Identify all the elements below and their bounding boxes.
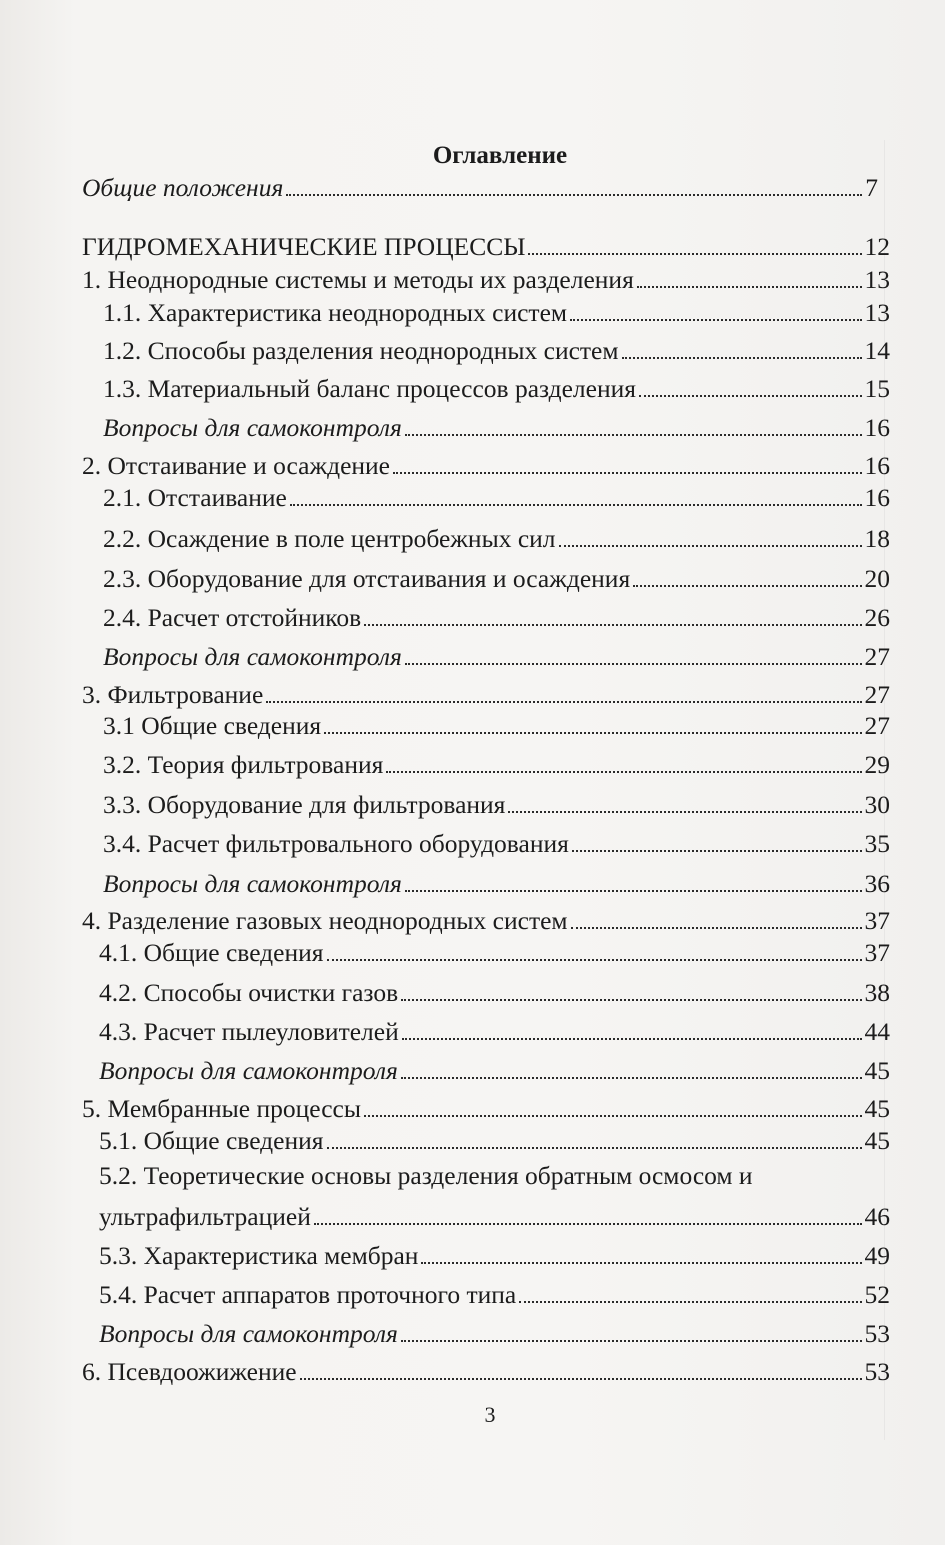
toc-entry-page: 27	[864, 642, 890, 671]
toc-entry-label: 2.2. Осаждение в поле центробежных сил	[103, 524, 556, 553]
leader-dots	[401, 999, 861, 1001]
toc-entry-page: 53	[864, 1357, 890, 1386]
toc-entry-label: ультрафильтрацией	[99, 1202, 311, 1231]
toc-entry-label: Вопросы для самоконтроля	[103, 413, 402, 442]
leader-dots	[364, 1115, 862, 1117]
leader-dots	[290, 504, 862, 506]
toc-entry-page: 37	[864, 906, 890, 935]
leader-dots	[401, 1077, 862, 1079]
toc-entry-page: 36	[864, 869, 890, 898]
toc-entry-page: 15	[864, 374, 890, 403]
toc-entry-page: 20	[864, 564, 890, 593]
toc-entry-chapter-2[interactable]	[82, 445, 890, 481]
toc-entry-page: 26	[864, 603, 890, 632]
toc-entry-label: 1. Неоднородные системы и методы их разделения	[82, 265, 634, 294]
toc-entry-self-check-3[interactable]	[103, 863, 890, 899]
toc-entry-section-3-4[interactable]	[103, 823, 890, 859]
toc-entry-self-check-4[interactable]	[99, 1050, 890, 1086]
toc-entry-label: Общие положения	[82, 173, 284, 202]
toc-entry-label: 4.1. Общие сведения	[99, 938, 324, 967]
toc-entry-chapter-5[interactable]	[82, 1088, 890, 1124]
leader-dots	[519, 1301, 861, 1303]
toc-entry-section-5-4[interactable]	[99, 1274, 890, 1310]
toc-entry-section-3-3[interactable]	[103, 784, 890, 820]
toc-entry-label: 1.1. Характеристика неоднородных систем	[103, 298, 568, 327]
toc-entry-label: 6. Псевдоожижение	[82, 1357, 297, 1386]
toc-entry-section-2-4[interactable]	[103, 597, 890, 633]
toc-entry-page: 29	[864, 750, 890, 779]
toc-entry-page: 53	[864, 1319, 890, 1348]
toc-entry-section-1-1[interactable]	[103, 292, 890, 328]
toc-entry-page: 45	[864, 1126, 890, 1155]
toc-entry-label: 3. Фильтрование	[82, 680, 264, 709]
toc-entry-hydromechanical-processes[interactable]	[82, 226, 890, 262]
leader-dots	[405, 434, 862, 436]
leader-dots	[300, 1378, 862, 1380]
toc-entry-page: 46	[864, 1202, 890, 1231]
leader-dots	[386, 771, 861, 773]
toc-entry-label: 4.3. Расчет пылеуловителей	[99, 1017, 399, 1046]
toc-entry-page: 27	[864, 711, 890, 740]
toc-entry-section-4-2[interactable]	[99, 972, 890, 1008]
toc-entry-self-check-2[interactable]	[103, 636, 890, 672]
toc-entry-chapter-1[interactable]	[82, 259, 890, 295]
toc-entry-page: 13	[864, 265, 890, 294]
toc-entry-label: ГИДРОМЕХАНИЧЕСКИЕ ПРОЦЕССЫ	[82, 232, 526, 261]
toc-entry-label: Вопросы для самоконтроля	[103, 642, 402, 671]
toc-entry-general-provisions[interactable]	[82, 167, 878, 203]
toc-entry-section-2-2[interactable]	[103, 518, 890, 554]
leader-dots	[266, 701, 861, 703]
toc-entry-label: 3.4. Расчет фильтровального оборудования	[103, 829, 569, 858]
toc-entry-page: 44	[864, 1017, 890, 1046]
leader-dots	[637, 286, 862, 288]
leader-dots	[508, 811, 861, 813]
toc-entry-page: 35	[864, 829, 890, 858]
leader-dots	[405, 890, 862, 892]
toc-entry-page: 13	[864, 298, 890, 327]
leader-dots	[401, 1340, 862, 1342]
toc-entry-page: 16	[864, 413, 890, 442]
toc-entry-section-1-3[interactable]	[103, 368, 890, 404]
toc-entry-page: 52	[864, 1280, 890, 1309]
toc-entry-self-check-1[interactable]	[103, 407, 890, 443]
toc-entry-page: 14	[864, 336, 890, 365]
toc-entry-chapter-6[interactable]	[82, 1351, 890, 1387]
toc-entry-page: 30	[864, 790, 890, 819]
toc-entry-label: Вопросы для самоконтроля	[103, 869, 402, 898]
toc-entry-section-5-2-line-2[interactable]	[99, 1196, 890, 1232]
toc-title: Оглавление	[432, 142, 568, 169]
toc-entry-page: 27	[864, 680, 890, 709]
toc-entry-self-check-5[interactable]	[99, 1313, 890, 1349]
leader-dots	[314, 1223, 862, 1225]
leader-dots	[570, 319, 861, 321]
leader-dots	[402, 1038, 862, 1040]
toc-entry-page: 38	[864, 978, 890, 1007]
toc-entry-label: 1.3. Материальный баланс процессов разделения	[103, 374, 636, 403]
toc-entry-page: 37	[864, 938, 890, 967]
toc-entry-page: 7	[865, 173, 878, 202]
toc-entry-label: 3.3. Оборудование для фильтрования	[103, 790, 506, 819]
leader-dots	[327, 1147, 862, 1149]
leader-dots	[571, 927, 862, 929]
toc-entry-label: 2.4. Расчет отстойников	[103, 603, 362, 632]
toc-entry-label: 3.1 Общие сведения	[103, 711, 322, 740]
leader-dots	[324, 732, 861, 734]
toc-entry-label: 4.2. Способы очистки газов	[99, 978, 399, 1007]
leader-dots	[364, 624, 861, 626]
leader-dots	[393, 472, 862, 474]
toc-entry-label: Вопросы для самоконтроля	[99, 1319, 398, 1348]
toc-entry-section-2-1[interactable]	[103, 477, 890, 513]
toc-entry-section-4-3[interactable]	[99, 1011, 890, 1047]
toc-entry-label: 5.3. Характеристика мембран	[99, 1241, 419, 1270]
leader-dots	[633, 585, 861, 587]
toc-entry-label: 5.1. Общие сведения	[99, 1126, 324, 1155]
toc-entry-chapter-4[interactable]	[82, 900, 890, 936]
leader-dots	[528, 253, 861, 255]
toc-entry-label: 2.3. Оборудование для отстаивания и осаждения	[103, 564, 631, 593]
toc-entry-page: 16	[864, 451, 890, 480]
toc-entry-page: 45	[864, 1094, 890, 1123]
leader-dots	[559, 545, 862, 547]
toc-entry-section-5-1[interactable]	[99, 1120, 890, 1156]
toc-entry-page: 16	[864, 483, 890, 512]
toc-entry-label: 2.1. Отстаивание	[103, 483, 287, 512]
toc-entry-page: 49	[864, 1241, 890, 1270]
page-number: 3	[484, 1402, 496, 1427]
toc-entry-label: Вопросы для самоконтроля	[99, 1056, 398, 1085]
toc-entry-label: 3.2. Теория фильтрования	[103, 750, 384, 779]
leader-dots	[421, 1262, 861, 1264]
toc-entry-page: 18	[864, 524, 890, 553]
toc-entry-label: 5.4. Расчет аппаратов проточного типа	[99, 1280, 517, 1309]
leader-dots	[622, 357, 862, 359]
leader-dots	[572, 850, 862, 852]
toc-entry-section-2-3[interactable]	[103, 558, 890, 594]
toc-entry-label: 5. Мембранные процессы	[82, 1094, 361, 1123]
toc-entry-section-3-2[interactable]	[103, 744, 890, 780]
leader-dots	[327, 959, 862, 961]
toc-entry-label: 2. Отстаивание и осаждение	[82, 451, 390, 480]
toc-entry-label: 1.2. Способы разделения неоднородных систем	[103, 336, 619, 365]
leader-dots	[639, 395, 862, 397]
toc-entry-section-3-1[interactable]	[103, 705, 890, 741]
toc-entry-page: 12	[864, 232, 890, 261]
leader-dots	[286, 194, 862, 196]
leader-dots	[405, 663, 862, 665]
toc-entry-section-4-1[interactable]	[99, 932, 890, 968]
toc-entry-label: 4. Разделение газовых неоднородных систем	[82, 906, 568, 935]
toc-entry-section-5-3[interactable]	[99, 1235, 890, 1271]
toc-entry-section-5-2-line-1[interactable]: 5.2. Теоретические основы разделения обратным осмосом и	[99, 1161, 753, 1190]
toc-entry-section-1-2[interactable]	[103, 330, 890, 366]
toc-entry-page: 45	[864, 1056, 890, 1085]
